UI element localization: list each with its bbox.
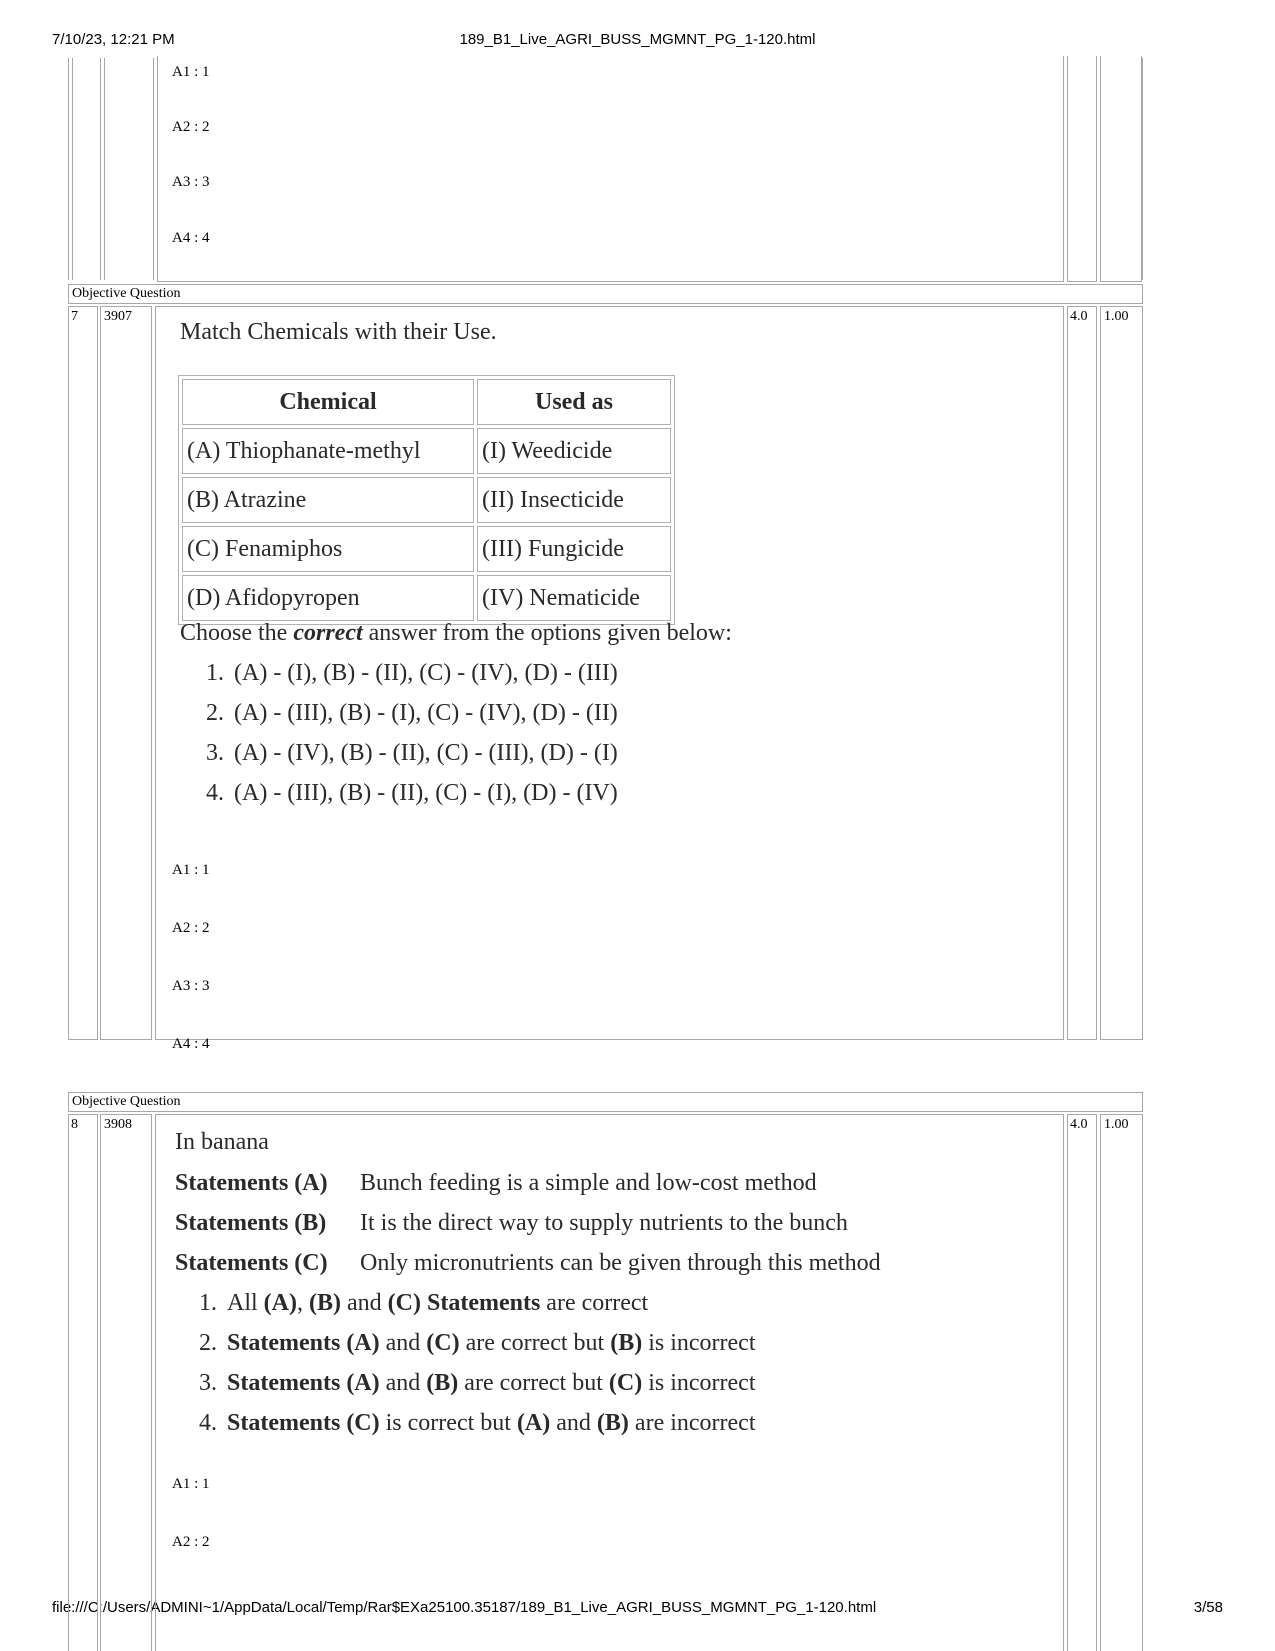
file-path: file:///C:/Users/ADMINI~1/AppData/Local/Temp/Rar$EXa25100.35187/189_B1_Live_AGRI_BUSS_MGMNT_PG_1-120.html [52, 1599, 877, 1616]
statement-a: Statements (A) Bunch feeding is a simple and low-cost method [175, 1170, 817, 1196]
option-1: 1. (A) - (I), (B) - (II), (C) - (IV), (D) - (III) [206, 660, 618, 686]
table-cell: (B) Atrazine [182, 477, 474, 523]
answer-option-1: A1 : 1 [172, 1476, 210, 1492]
column-header-used-as: Used as [477, 379, 671, 425]
answer-option-3: A3 : 3 [172, 978, 210, 994]
question-marks: 4.0 [1070, 309, 1088, 324]
question-marks: 4.0 [1070, 1117, 1088, 1132]
match-table [178, 375, 675, 625]
option-2: 2. (A) - (III), (B) - (I), (C) - (IV), (D) - (II) [206, 700, 618, 726]
print-datetime: 7/10/23, 12:21 PM [52, 31, 175, 48]
option-2: 2. Statements (A) and (C) are correct but (B) is incorrect [199, 1330, 756, 1356]
table-row [182, 575, 671, 621]
table-row [182, 526, 671, 572]
answer-option-2: A2 : 2 [172, 1534, 210, 1550]
table-cell: (C) Fenamiphos [182, 526, 474, 572]
option-4: 4. (A) - (III), (B) - (II), (C) - (I), (D) - (IV) [206, 780, 618, 806]
table-row [182, 428, 671, 474]
option-4: 4. Statements (C) is correct but (A) and (B) are incorrect [199, 1410, 756, 1436]
table-cell: (IV) Nematicide [477, 575, 671, 621]
table-cell: (A) Thiophanate-methyl [182, 428, 474, 474]
answer-option-2: A2 : 2 [172, 119, 210, 135]
question-prompt: Match Chemicals with their Use. [180, 319, 497, 345]
answer-option-4: A4 : 4 [172, 1036, 210, 1052]
print-title: 189_B1_Live_AGRI_BUSS_MGMNT_PG_1-120.html [459, 31, 816, 48]
table-row [182, 477, 671, 523]
answer-option-2: A2 : 2 [172, 920, 210, 936]
page-number: 3/58 [1193, 1599, 1223, 1616]
question-serial: 8 [71, 1117, 78, 1132]
answer-option-4: A4 : 4 [172, 230, 210, 246]
question-prompt: In banana [175, 1129, 269, 1155]
column-header-chemical: Chemical [182, 379, 474, 425]
table-cell: (I) Weedicide [477, 428, 671, 474]
negative-marks: 1.00 [1104, 1117, 1129, 1132]
table-cell: (III) Fungicide [477, 526, 671, 572]
statement-c: Statements (C) Only micronutrients can be given through this method [175, 1250, 881, 1276]
option-3: 3. (A) - (IV), (B) - (II), (C) - (III), (D) - (I) [206, 740, 618, 766]
table-header-row [182, 379, 671, 425]
statement-b: Statements (B) It is the direct way to supply nutrients to the bunch [175, 1210, 848, 1236]
table-cell: (II) Insecticide [477, 477, 671, 523]
table-cell: (D) Afidopyropen [182, 575, 474, 621]
question-id: 3907 [104, 309, 132, 324]
question-serial: 7 [71, 309, 78, 324]
negative-marks: 1.00 [1104, 309, 1129, 324]
answer-option-1: A1 : 1 [172, 64, 210, 80]
option-1: 1. All (A), (B) and (C) Statements are correct [199, 1290, 649, 1316]
question-type-label: Objective Question [72, 286, 181, 301]
question-type-label: Objective Question [72, 1094, 181, 1109]
answer-option-3: A3 : 3 [172, 174, 210, 190]
answer-option-1: A1 : 1 [172, 862, 210, 878]
option-3: 3. Statements (A) and (B) are correct but (C) is incorrect [199, 1370, 756, 1396]
choose-instruction: Choose the correct answer from the options given below: [180, 620, 732, 646]
question-id: 3908 [104, 1117, 132, 1132]
